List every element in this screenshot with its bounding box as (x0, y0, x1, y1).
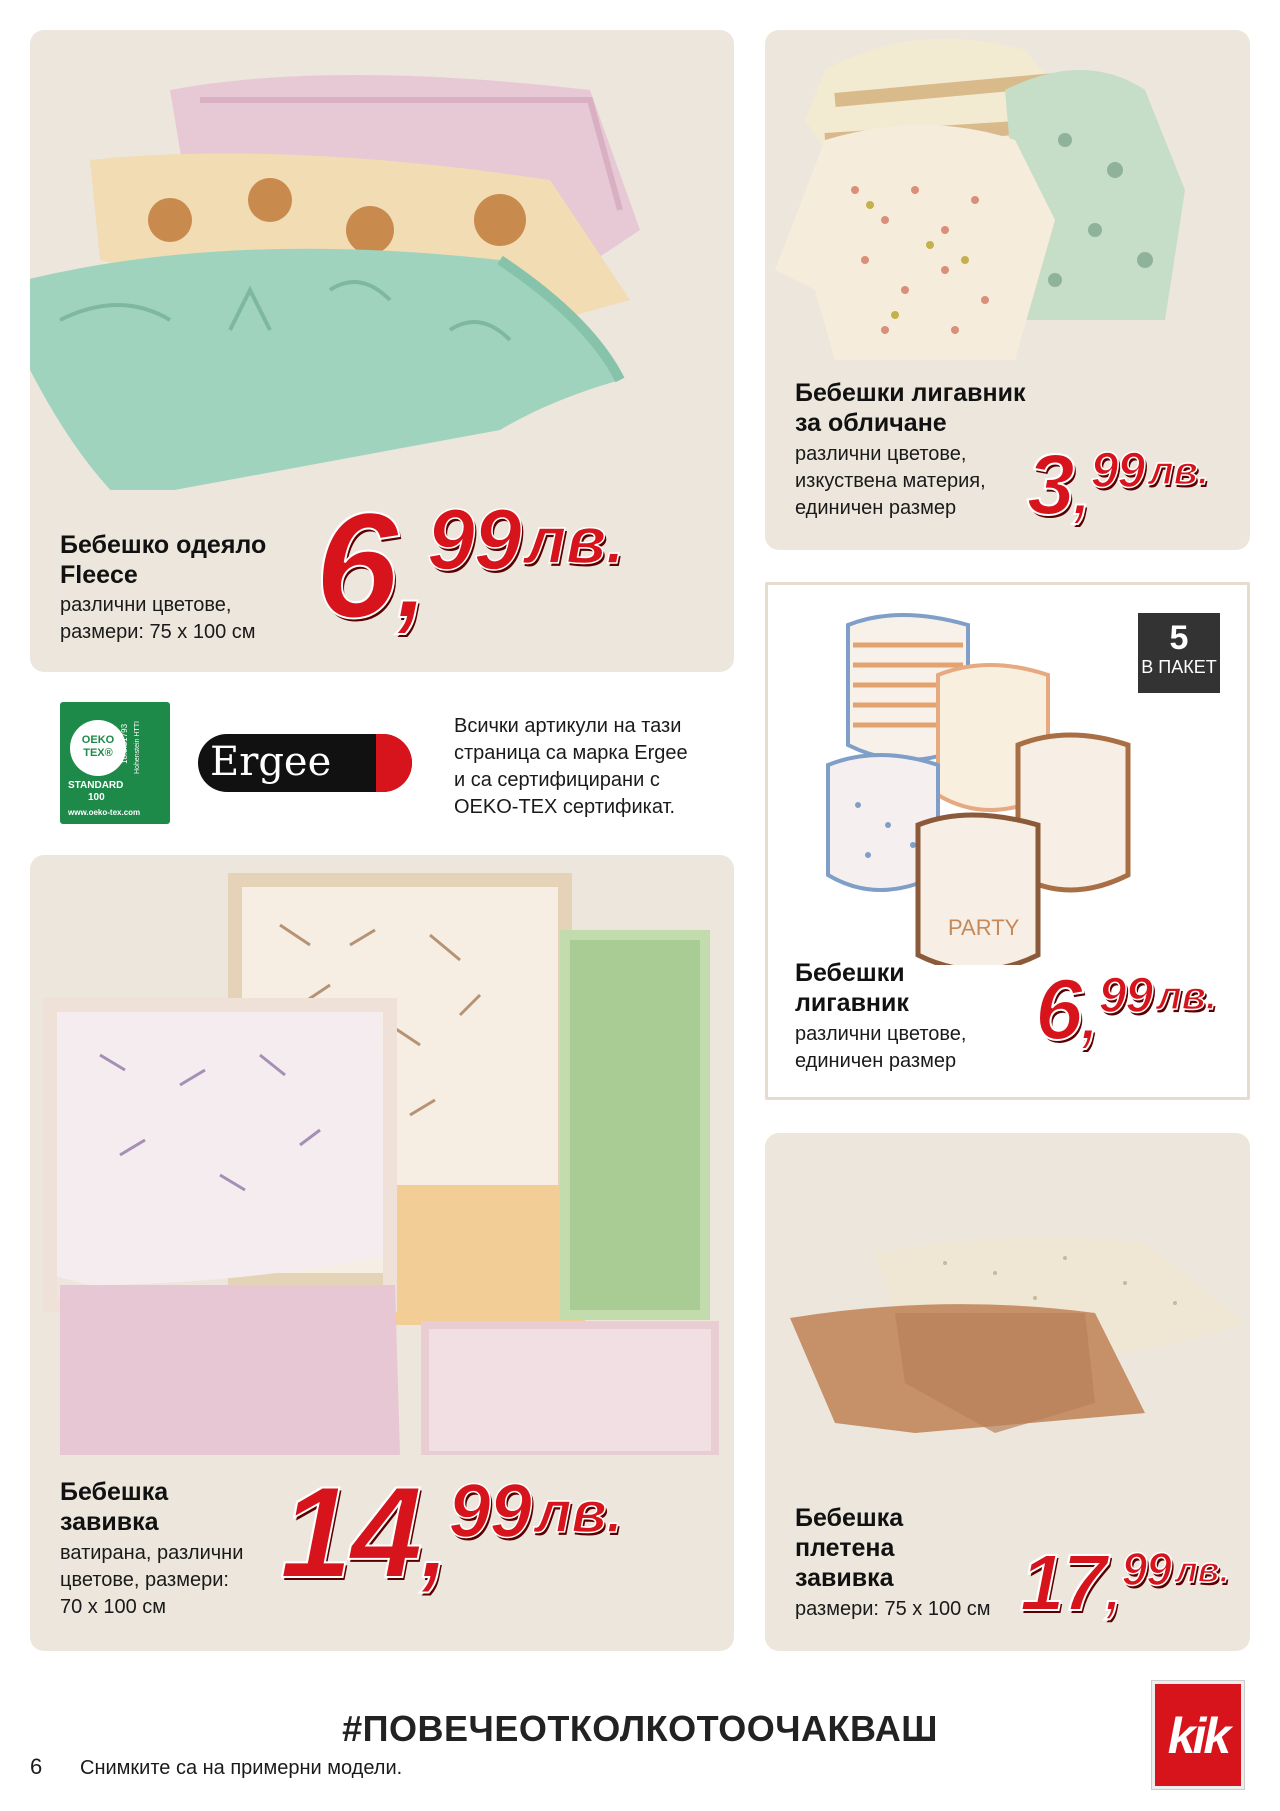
product-title: Бебешко одеяло Fleece (60, 531, 267, 589)
price-tag: 3,99 лв. (1027, 437, 1209, 533)
page-number: 6 (30, 1754, 43, 1779)
footnote: Снимките са на примерни модели. (80, 1757, 403, 1779)
price-integer: 6 (315, 481, 397, 649)
certification-info (454, 713, 694, 821)
oeko-text: OEKO (81, 734, 115, 746)
oeko-url: www.oeko-tex.com (68, 808, 141, 817)
oeko-tex-logo (60, 702, 170, 824)
product-desc-line: различни цветове, (795, 1023, 967, 1045)
price-currency: лв. (525, 503, 625, 577)
product-card-knitted-blanket[interactable] (765, 1133, 1250, 1651)
info-line: Всички артикули на тази (454, 715, 682, 737)
product-title-line: Бебешка (795, 1504, 904, 1532)
product-card-bib-pack[interactable] (765, 582, 1250, 1100)
product-desc-line: единичен размер (795, 1050, 957, 1072)
price-currency: лв. (1175, 1549, 1230, 1590)
product-title-line: завивка (60, 1508, 159, 1536)
price-currency: лв. (1148, 449, 1209, 493)
price-decimal: 99 (427, 492, 521, 588)
pack-count: 5 (1169, 619, 1189, 657)
price-decimal: 99 (1121, 1543, 1171, 1595)
product-desc-line: 70 x 100 см (60, 1596, 167, 1618)
quilted-blankets-image (30, 855, 734, 1455)
ergee-logo-text: Ergee (210, 739, 332, 785)
product-card-quilted-blanket[interactable] (30, 855, 734, 1651)
fleece-blankets-image (30, 30, 734, 490)
oeko-institute: Hohenstein HTTI (134, 721, 141, 774)
product-title-line: за обличане (795, 409, 947, 437)
product-desc-line: размери: 75 x 100 см (60, 621, 256, 643)
kik-logo[interactable]: kik (1152, 1681, 1244, 1789)
product-title-line: Бебешка (60, 1478, 169, 1506)
oeko-text: TEX® (83, 747, 113, 759)
product-desc-line: размери: 75 x 100 см (795, 1598, 991, 1620)
info-line: и са сертифицирани с (454, 769, 660, 791)
price-tag: 14,99 лв. (280, 1459, 623, 1605)
info-line: OEKO-TEX сертификат. (454, 796, 676, 818)
product-title-line: лигавник (795, 989, 909, 1017)
product-card-fleece-blanket[interactable] (30, 30, 734, 672)
pack-label: В ПАКЕТ (1141, 657, 1217, 677)
campaign-hashtag: #ПОВЕЧЕОТКОЛКОТООЧАКВАШ (342, 1708, 938, 1749)
svg-text:PARTY: PARTY (948, 915, 1020, 940)
price-decimal: 99 (1090, 442, 1145, 498)
price-tag: 6,99 лв. (315, 481, 625, 649)
product-desc-line: различни цветове, (795, 443, 967, 465)
product-card-sleeved-bib[interactable] (765, 30, 1250, 550)
oeko-standard: STANDARD (68, 780, 124, 791)
sleeved-bibs-image (765, 30, 1250, 370)
bibs-pack-image (818, 605, 1148, 965)
product-desc-line: цветове, размери: (60, 1569, 229, 1591)
product-title-line: Бебешки лигавник (795, 379, 1026, 407)
product-desc-line: единичен размер (795, 497, 957, 519)
price-integer: 14 (280, 1459, 421, 1605)
product-title-line: Бебешки (795, 959, 905, 987)
price-integer: 17 (1020, 1538, 1105, 1627)
price-currency: лв. (1156, 974, 1217, 1018)
ergee-logo (198, 734, 412, 792)
product-desc-line: различни цветове, (60, 594, 232, 616)
product-desc-line: изкуствена материя, (795, 470, 986, 492)
pack-count-badge (1138, 613, 1220, 693)
price-tag: 6,99 лв. (1035, 962, 1217, 1058)
price-integer: 6 (1035, 962, 1081, 1058)
price-tag: 17,99 лв. (1020, 1538, 1230, 1627)
oeko-standard-number: 100 (88, 792, 105, 803)
price-integer: 3 (1027, 437, 1073, 533)
knitted-blankets-image (765, 1133, 1250, 1493)
product-desc-line: ватирана, различни (60, 1542, 244, 1564)
info-line: страница са марка Ergee (454, 742, 688, 764)
product-title-line: завивка (795, 1564, 894, 1592)
product-title-line: плетена (795, 1534, 895, 1562)
price-decimal: 99 (1098, 967, 1153, 1023)
price-decimal: 99 (448, 1469, 531, 1554)
oeko-cert-number: 18.0.51793 (120, 723, 129, 764)
price-currency: лв. (535, 1480, 623, 1545)
